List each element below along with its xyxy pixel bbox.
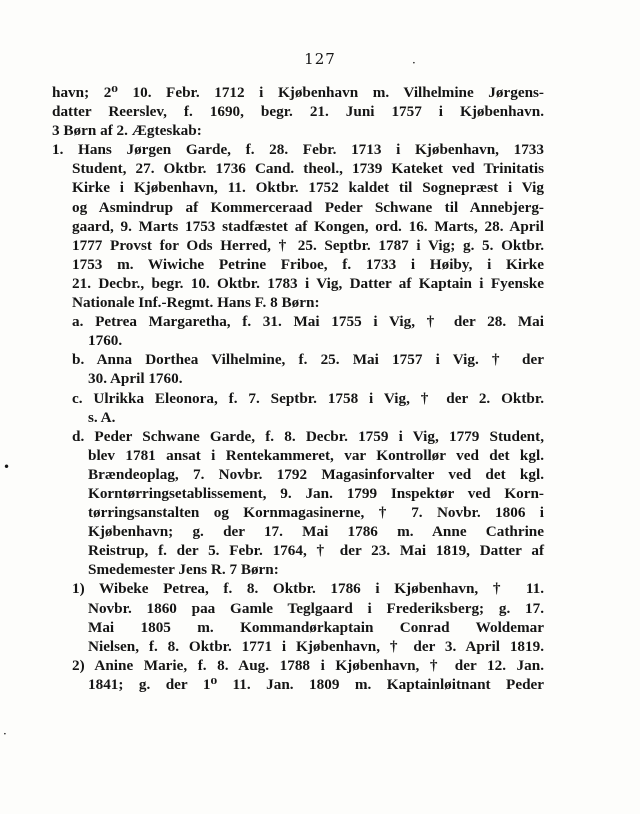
page-number: 127: [304, 50, 336, 68]
text-line: b. Anna Dorthea Vilhelmine, f. 25. Mai 1757 i Vig. † der: [72, 351, 544, 369]
text-line: c. Ulrikka Eleonora, f. 7. Septbr. 1758 i Vig, † der 2. Oktbr.: [72, 389, 544, 407]
text-line: 1) Wibeke Petrea, f. 8. Oktbr. 1786 i Kjøbenhavn, † 11.: [72, 580, 544, 598]
text-line: 3 Børn af 2. Ægteskab:: [52, 122, 202, 140]
text-line: Korntørringsetablissement, 9. Jan. 1799 Inspektør ved Korn-: [88, 484, 544, 502]
text-line: havn; 2⁰ 10. Febr. 1712 i Kjøbenhavn m. Vilhelmine Jørgens-: [52, 84, 544, 101]
text-line: datter Reerslev, f. 1690, begr. 21. Juni 1757 i Kjøbenhavn.: [52, 103, 544, 121]
text-line: 2) Anine Marie, f. 8. Aug. 1788 i Kjøbenhavn, † der 12. Jan.: [72, 656, 544, 674]
text-line: Student, 27. Oktbr. 1736 Cand. theol., 1739 Kateket ved Trinitatis: [72, 160, 544, 178]
text-line: gaard, 9. Marts 1753 stadfæstet af Kongen, ord. 16. Marts, 28. April: [72, 217, 544, 235]
text-line: 1. Hans Jørgen Garde, f. 28. Febr. 1713 i Kjøbenhavn, 1733: [52, 141, 544, 159]
text-line: og Asmindrup af Kommerceraad Peder Schwane til Annebjerg-: [72, 198, 544, 216]
text-line: Novbr. 1860 paa Gamle Teglgaard i Frederiksberg; g. 17.: [88, 599, 544, 617]
text-line: 1777 Provst for Ods Herred, † 25. Septbr. 1787 i Vig; g. 5. Oktbr.: [72, 236, 544, 254]
text-line: blev 1781 ansat i Rentekammeret, var Kontrollør ved det kgl.: [88, 446, 544, 464]
margin-mark: ·: [412, 56, 416, 70]
text-line: 1841; g. der 1⁰ 11. Jan. 1809 m. Kaptainløitnant Peder: [88, 675, 544, 693]
text-line: a. Petrea Margaretha, f. 31. Mai 1755 i Vig, † der 28. Mai: [72, 313, 544, 331]
margin-mark: ·: [3, 727, 7, 741]
text-line: Brændeoplag, 7. Novbr. 1792 Magasinforvalter ved det kgl.: [88, 465, 544, 483]
text-line: Kirke i Kjøbenhavn, 11. Oktbr. 1752 kaldet til Sognepræst i Vig: [72, 179, 544, 197]
text-line: Smedemester Jens R. 7 Børn:: [88, 561, 279, 579]
margin-mark: •: [3, 460, 11, 474]
text-line: Kjøbenhavn; g. der 17. Mai 1786 m. Anne Cathrine: [88, 523, 544, 541]
text-line: Reistrup, f. der 5. Febr. 1764, † der 23. Mai 1819, Datter af: [88, 542, 544, 560]
text-line: Nationale Inf.-Regmt. Hans F. 8 Børn:: [72, 294, 320, 312]
text-line: Nielsen, f. 8. Oktbr. 1771 i Kjøbenhavn, † der 3. April 1819.: [88, 637, 544, 655]
page-text: [52, 83, 544, 694]
text-line: 1760.: [88, 332, 123, 350]
text-line: Mai 1805 m. Kommandørkaptain Conrad Woldemar: [88, 618, 544, 636]
text-line: s. A.: [88, 408, 116, 426]
text-line: d. Peder Schwane Garde, f. 8. Decbr. 1759 i Vig, 1779 Student,: [72, 427, 544, 445]
text-line: tørringsanstalten og Kornmagasinerne, † 7. Novbr. 1806 i: [88, 504, 544, 522]
text-line: 21. Decbr., begr. 10. Oktbr. 1783 i Vig, Datter af Kaptain i Fyenske: [72, 274, 544, 292]
text-line: 30. April 1760.: [88, 370, 183, 388]
text-line: 1753 m. Wiwiche Petrine Friboe, f. 1733 i Høiby, i Kirke: [72, 255, 544, 273]
